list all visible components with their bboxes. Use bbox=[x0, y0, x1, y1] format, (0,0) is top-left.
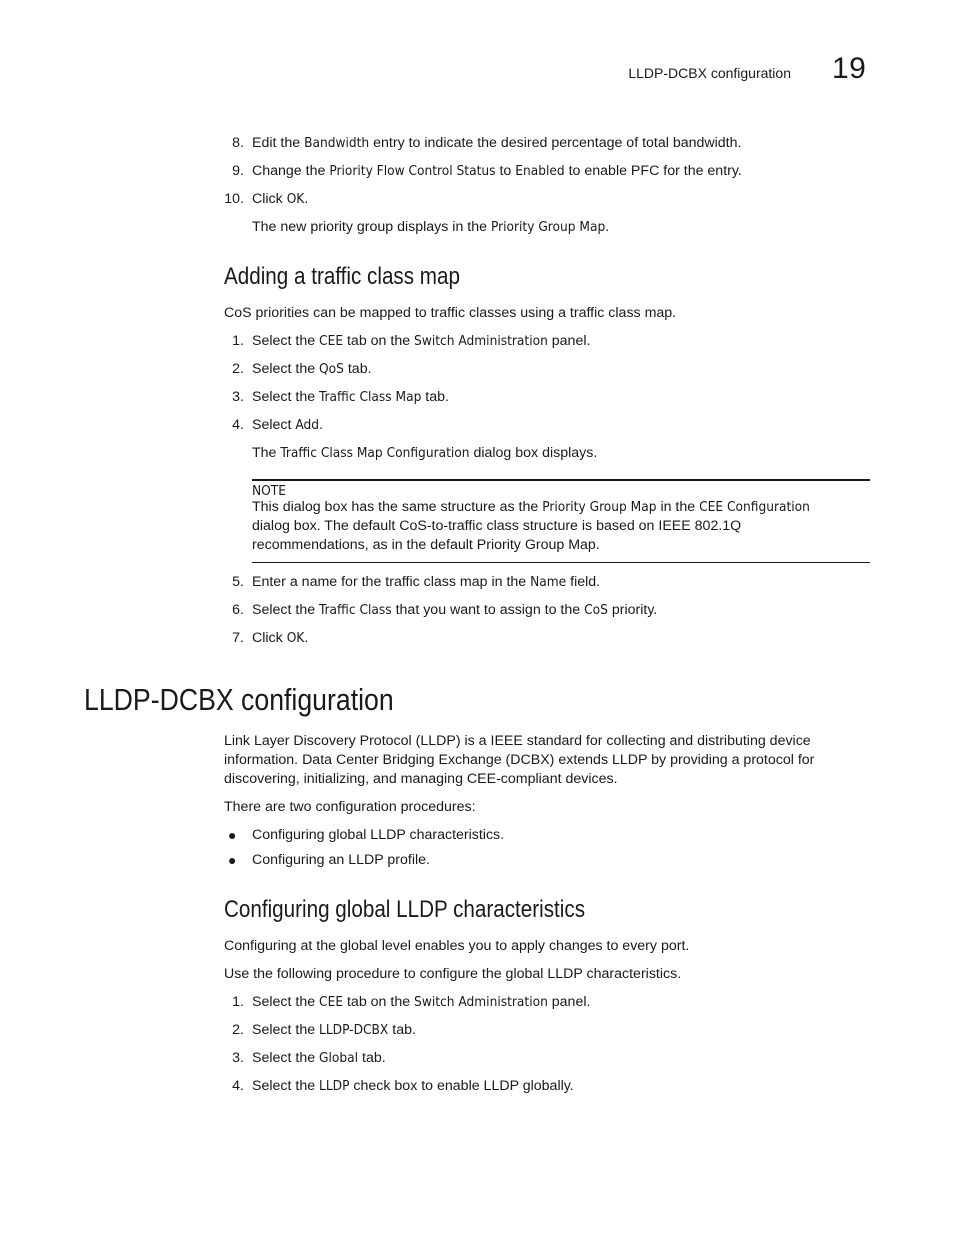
step-text: to bbox=[495, 163, 516, 179]
ui-term: Priority Group Map bbox=[542, 499, 657, 515]
list-item bbox=[232, 601, 658, 620]
ui-term: CEE bbox=[319, 333, 344, 349]
step-text: priority. bbox=[607, 602, 658, 618]
step-number: 3. bbox=[232, 1050, 244, 1066]
note-line-3: recommendations, as in the default Priority Group Map. bbox=[252, 537, 600, 553]
section-heading-traffic-class-map: Adding a traffic class map bbox=[224, 263, 460, 290]
paragraph: Use the following procedure to configure the global LLDP characteristics. bbox=[224, 966, 682, 982]
paragraph-line: Link Layer Discovery Protocol (LLDP) is a IEEE standard for collecting and distributing device bbox=[224, 733, 811, 749]
step-text: tab. bbox=[388, 1022, 416, 1038]
ui-term: Add bbox=[295, 417, 320, 433]
step-text: field. bbox=[566, 574, 601, 590]
paragraph-line: discovering, initializing, and managing CEE-compliant devices. bbox=[224, 771, 618, 787]
step-text: tab on the bbox=[343, 994, 415, 1010]
ui-term: QoS bbox=[319, 361, 344, 377]
bullet-icon: ● bbox=[228, 827, 237, 843]
step-text: panel. bbox=[547, 333, 591, 349]
ui-term: Enabled bbox=[515, 163, 565, 179]
bullet-item bbox=[228, 826, 505, 845]
step-text: Edit the bbox=[252, 135, 305, 151]
chapter-number: 19 bbox=[832, 52, 867, 85]
step-text: Select the bbox=[252, 361, 320, 377]
step-number: 2. bbox=[232, 361, 244, 377]
step-text: . bbox=[319, 417, 323, 433]
intro-paragraph: CoS priorities can be mapped to traffic classes using a traffic class map. bbox=[224, 305, 677, 321]
ui-term: Switch Administration bbox=[414, 333, 548, 349]
step-text: tab on the bbox=[343, 333, 415, 349]
bullet-item bbox=[228, 851, 430, 870]
step-text: Select the bbox=[252, 1078, 320, 1094]
result-text: . bbox=[605, 219, 610, 235]
note-line-1 bbox=[252, 498, 810, 517]
step-number: 1. bbox=[232, 333, 244, 349]
ui-term: Priority Flow Control Status bbox=[329, 163, 496, 179]
step-result bbox=[252, 218, 609, 237]
ui-term: Traffic Class Map Configuration bbox=[280, 445, 470, 461]
ui-term: Global bbox=[319, 1050, 359, 1066]
ui-term: LLDP bbox=[319, 1078, 350, 1094]
result-text: The bbox=[252, 445, 281, 461]
step-text: . bbox=[304, 191, 309, 207]
list-item bbox=[232, 993, 591, 1012]
list-item bbox=[232, 360, 372, 379]
result-text: dialog box displays. bbox=[469, 445, 598, 461]
ui-term: LLDP-DCBX bbox=[319, 1022, 389, 1038]
ui-term: CoS bbox=[584, 602, 608, 618]
step-text: to enable PFC for the entry. bbox=[564, 163, 742, 179]
ui-term: Priority Group Map bbox=[490, 219, 606, 235]
step-text: Change the bbox=[252, 163, 330, 179]
step-text: tab. bbox=[358, 1050, 386, 1066]
list-item bbox=[232, 388, 449, 407]
ui-term: Bandwidth bbox=[304, 135, 370, 151]
paragraph-line: information. Data Center Bridging Exchange (DCBX) extends LLDP by providing a protocol for bbox=[224, 752, 815, 768]
step-number: 4. bbox=[232, 1078, 244, 1094]
bullet-text: Configuring an LLDP profile. bbox=[252, 852, 430, 868]
section-heading-global-lldp: Configuring global LLDP characteristics bbox=[224, 896, 586, 923]
note-text: in the bbox=[656, 499, 700, 515]
list-item bbox=[232, 1021, 416, 1040]
step-number: 10. bbox=[224, 191, 244, 207]
note-line-2: dialog box. The default CoS-to-traffic class structure is based on IEEE 802.1Q bbox=[252, 518, 742, 534]
step-number: 2. bbox=[232, 1022, 244, 1038]
bullet-icon: ● bbox=[228, 852, 237, 868]
step-text: Select the bbox=[252, 1022, 320, 1038]
list-item bbox=[232, 1049, 386, 1068]
ui-term: Switch Administration bbox=[414, 994, 548, 1010]
step-result bbox=[252, 444, 597, 463]
step-text: that you want to assign to the bbox=[391, 602, 585, 618]
step-number: 1. bbox=[232, 994, 244, 1010]
ui-term: CEE bbox=[319, 994, 344, 1010]
list-item bbox=[232, 629, 309, 648]
step-text: Click bbox=[252, 191, 287, 207]
step-text: panel. bbox=[547, 994, 591, 1010]
step-number: 4. bbox=[232, 417, 244, 433]
step-text: Enter a name for the traffic class map in the bbox=[252, 574, 531, 590]
result-text: The new priority group displays in the bbox=[252, 219, 491, 235]
step-text: tab. bbox=[421, 389, 449, 405]
step-text: Select the bbox=[252, 389, 320, 405]
step-text: tab. bbox=[343, 361, 372, 377]
step-text: Select the bbox=[252, 1050, 320, 1066]
note-label: NOTE bbox=[252, 483, 286, 499]
ui-term: Traffic Class bbox=[319, 602, 392, 618]
list-item bbox=[232, 332, 591, 351]
step-number: 8. bbox=[232, 135, 244, 151]
list-item bbox=[232, 134, 742, 153]
list-item bbox=[232, 573, 601, 592]
list-item bbox=[224, 190, 309, 209]
step-number: 7. bbox=[232, 630, 244, 646]
bullet-text: Configuring global LLDP characteristics. bbox=[252, 827, 505, 843]
step-text: Select the bbox=[252, 602, 320, 618]
step-text: entry to indicate the desired percentage of total bandwidth. bbox=[369, 135, 742, 151]
step-text: check box to enable LLDP globally. bbox=[349, 1078, 574, 1094]
ui-term: OK bbox=[286, 630, 305, 646]
list-item bbox=[232, 416, 323, 435]
list-item bbox=[232, 1077, 574, 1096]
list-item bbox=[232, 162, 742, 181]
paragraph: There are two configuration procedures: bbox=[224, 799, 476, 815]
chapter-section-heading: LLDP-DCBX configuration bbox=[84, 682, 394, 717]
step-text: Select the bbox=[252, 333, 320, 349]
note-top-rule bbox=[252, 479, 870, 481]
step-text: Click bbox=[252, 630, 287, 646]
ui-term: CEE Configuration bbox=[699, 499, 810, 515]
ui-term: Traffic Class Map bbox=[319, 389, 422, 405]
running-header-title: LLDP-DCBX configuration bbox=[628, 65, 791, 81]
step-number: 6. bbox=[232, 602, 244, 618]
note-text: This dialog box has the same structure as the bbox=[252, 499, 543, 515]
step-text: . bbox=[304, 630, 309, 646]
step-number: 3. bbox=[232, 389, 244, 405]
paragraph: Configuring at the global level enables you to apply changes to every port. bbox=[224, 938, 690, 954]
step-number: 5. bbox=[232, 574, 244, 590]
ui-term: Name bbox=[530, 574, 567, 590]
note-bottom-rule bbox=[252, 562, 870, 563]
step-text: Select bbox=[252, 417, 296, 433]
step-text: Select the bbox=[252, 994, 320, 1010]
step-number: 9. bbox=[232, 163, 244, 179]
ui-term: OK bbox=[286, 191, 305, 207]
